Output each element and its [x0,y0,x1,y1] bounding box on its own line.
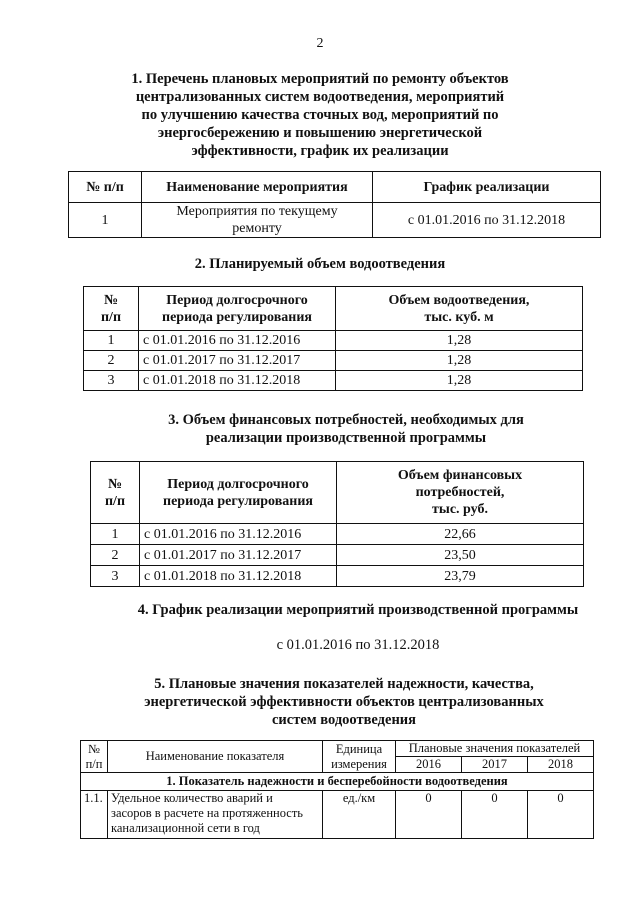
row-period: с 01.01.2018 по 31.12.2018 [139,371,336,391]
table-row [91,545,584,566]
col-year: 2018 [527,757,593,773]
table-row [84,331,583,351]
row-num: 1.1. [81,791,108,839]
section2-title: 2. Планируемый объем водоотведения [194,256,446,272]
col-schedule: График реализации [373,172,601,203]
col-period: Период долгосрочного периода регулирования [139,287,336,331]
col-unit: Единица измерения [323,741,396,773]
indicators-table [80,740,594,839]
row-period: с 01.01.2017 по 31.12.2017 [139,351,336,371]
row-schedule: с 01.01.2016 по 31.12.2018 [373,203,601,238]
row-value-2018: 0 [527,791,593,839]
table-row [84,351,583,371]
activities-table [68,171,601,238]
table-row [84,371,583,391]
row-num: 1 [84,331,139,351]
table-row [91,566,584,587]
row-period: с 01.01.2016 по 31.12.2016 [140,524,337,545]
page-number: 2 [316,36,324,51]
col-period: Период долгосрочного периода регулирования [140,462,337,524]
row-num: 1 [91,524,140,545]
col-indicator: Наименование показателя [108,741,323,773]
row-num: 2 [84,351,139,371]
row-value: 22,66 [337,524,584,545]
row-indicator: Удельное количество аварий и засоров в расчете на протяженность канализационной сети в год [108,791,323,839]
group-title: 1. Показатель надежности и бесперебойности водоотведения [81,773,594,791]
col-year: 2017 [461,757,527,773]
row-value-2016: 0 [396,791,462,839]
row-unit: ед./км [323,791,396,839]
col-year: 2016 [396,757,462,773]
row-value-2017: 0 [461,791,527,839]
row-num: 3 [91,566,140,587]
col-name: Наименование мероприятия [142,172,373,203]
col-num: № п/п [69,172,142,203]
row-period: с 01.01.2018 по 31.12.2018 [140,566,337,587]
row-period: с 01.01.2017 по 31.12.2017 [140,545,337,566]
row-value: 23,50 [337,545,584,566]
col-finance: Объем финансовых потребностей, тыс. руб. [337,462,584,524]
row-value: 1,28 [336,331,583,351]
row-value: 1,28 [336,371,583,391]
col-volume: Объем водоотведения, тыс. куб. м [336,287,583,331]
volume-table [83,286,583,391]
col-num: № п/п [84,287,139,331]
row-num: 1 [69,203,142,238]
col-planned: Плановые значения показателей [396,741,594,757]
section3-title: 3. Объем финансовых потребностей, необходимых для реализации производственной программы [168,412,524,446]
row-value: 23,79 [337,566,584,587]
row-num: 2 [91,545,140,566]
section1-title: 1. Перечень плановых мероприятий по ремонту объектов централизованных систем водоотведения, мероприятий по улучшению качества сточных вод, мероприятий по энергосбережению и повышению энергетической эффективности, график их реализации [131,71,509,159]
table-row [81,791,594,839]
finance-table [90,461,584,587]
section5-title: 5. Плановые значения показателей надежности, качества, энергетической эффективности объектов централизованных систем водоотведения [144,676,544,728]
col-num: № п/п [91,462,140,524]
table-row [69,203,601,238]
row-value: 1,28 [336,351,583,371]
row-name: Мероприятия по текущему ремонту [142,203,373,238]
table-row [91,524,584,545]
row-period: с 01.01.2016 по 31.12.2016 [139,331,336,351]
row-num: 3 [84,371,139,391]
col-num: № п/п [81,741,108,773]
section4-period: с 01.01.2016 по 31.12.2018 [276,637,440,653]
section4-title: 4. График реализации мероприятий производственной программы [137,602,579,618]
